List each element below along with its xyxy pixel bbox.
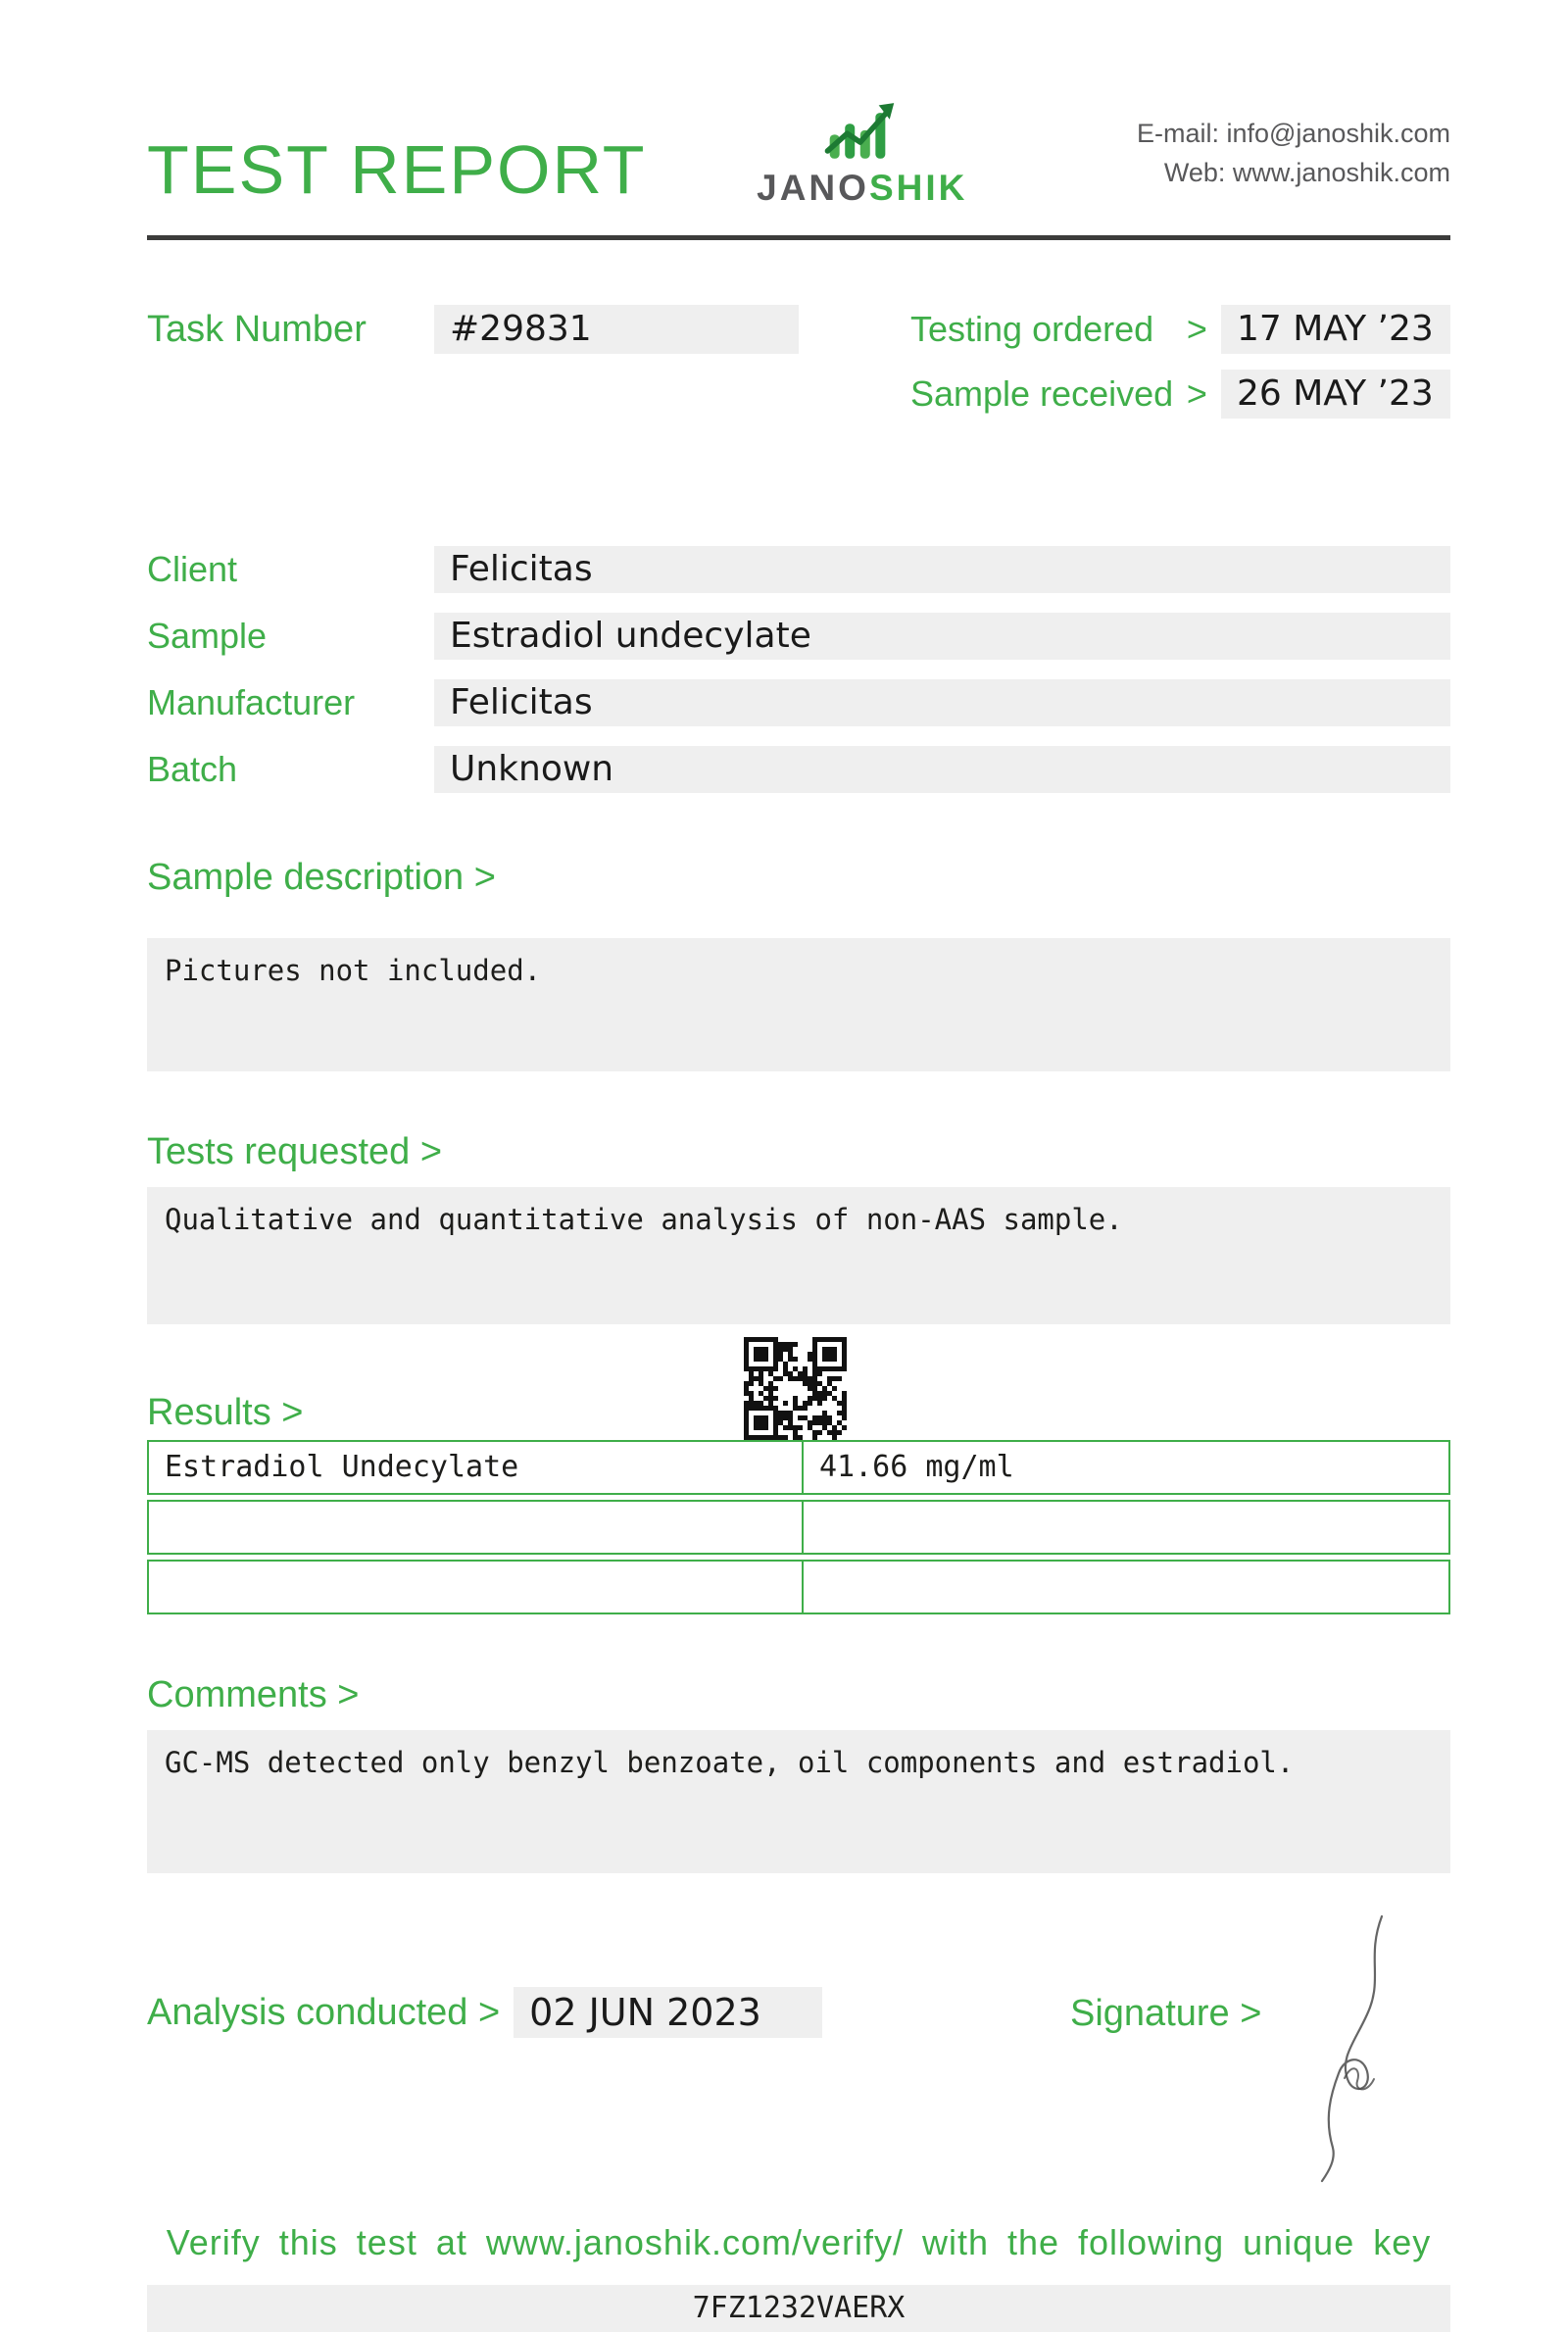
sample-received-value: 26 MAY ’23 xyxy=(1221,370,1450,419)
testing-ordered-value: 17 MAY ’23 xyxy=(1221,305,1450,354)
arrow-icon: > xyxy=(1186,373,1207,414)
results-table xyxy=(147,1440,1450,1614)
email-text: E-mail: info@janoshik.com xyxy=(1136,119,1450,148)
task-number-label: Task Number xyxy=(147,308,367,350)
result-value: 41.66 mg/ml xyxy=(819,1450,1014,1484)
batch-value: Unknown xyxy=(434,746,1450,793)
contact-info xyxy=(1137,114,1450,192)
qr-code xyxy=(744,1337,847,1440)
signature-image xyxy=(1296,1910,1423,2195)
analysis-conducted-value: 02 JUN 2023 xyxy=(514,1987,822,2038)
detail-row-client xyxy=(147,546,1450,593)
tests-requested-heading: Tests requested > xyxy=(147,1131,443,1172)
table-row xyxy=(147,1440,1450,1495)
janoshik-logo xyxy=(757,102,967,206)
arrow-icon: > xyxy=(1186,309,1207,349)
sample-received-row xyxy=(910,370,1450,419)
task-number-value: #29831 xyxy=(434,305,799,354)
tests-requested-box: Qualitative and quantitative analysis of non-AAS sample. xyxy=(147,1187,1450,1324)
analysis-conducted-row xyxy=(147,1987,822,2038)
verify-text: Verify this test at www.janoshik.com/verify/ with the following unique key xyxy=(166,2222,1432,2262)
client-label: Client xyxy=(147,549,238,589)
detail-row-manufacturer xyxy=(147,679,1450,726)
sample-description-heading: Sample description > xyxy=(147,857,496,898)
result-name xyxy=(149,1562,804,1613)
details-section xyxy=(147,546,1450,793)
testing-ordered-row xyxy=(910,305,1450,354)
table-row xyxy=(147,1560,1450,1614)
header xyxy=(147,90,1450,206)
results-heading: Results > xyxy=(147,1392,304,1433)
manufacturer-value: Felicitas xyxy=(434,679,1450,726)
footer-section xyxy=(147,1873,1450,2222)
result-name xyxy=(149,1502,804,1553)
signature-label: Signature > xyxy=(1070,1993,1262,2034)
header-divider xyxy=(147,235,1450,240)
logo-chart-icon xyxy=(824,102,901,166)
sample-label: Sample xyxy=(147,616,268,656)
testing-ordered-label: Testing ordered xyxy=(910,309,1154,349)
result-name: Estradiol Undecylate xyxy=(149,1442,804,1493)
batch-label: Batch xyxy=(147,749,238,789)
detail-row-batch xyxy=(147,746,1450,793)
client-value: Felicitas xyxy=(434,546,1450,593)
dates-column xyxy=(910,305,1450,434)
manufacturer-label: Manufacturer xyxy=(147,682,356,722)
comments-box: GC-MS detected only benzyl benzoate, oil components and estradiol. xyxy=(147,1730,1450,1873)
verify-key: 7FZ1232VAERX xyxy=(147,2285,1450,2332)
table-row xyxy=(147,1500,1450,1555)
sample-value: Estradiol undecylate xyxy=(434,613,1450,660)
detail-row-sample xyxy=(147,613,1450,660)
task-section xyxy=(147,305,1450,434)
results-header xyxy=(147,1330,1450,1440)
sample-received-label: Sample received xyxy=(910,373,1174,414)
web-text: Web: www.janoshik.com xyxy=(1163,158,1450,187)
logo-wordmark xyxy=(757,170,967,206)
comments-heading: Comments > xyxy=(147,1674,360,1715)
result-value xyxy=(804,1502,1448,1553)
logo-jano: JANO xyxy=(757,168,869,208)
sample-description-box: Pictures not included. xyxy=(147,938,1450,1071)
logo-shik: SHIK xyxy=(868,168,968,208)
page-title: TEST REPORT xyxy=(147,131,647,208)
task-number-row xyxy=(147,305,799,354)
result-value xyxy=(804,1562,1448,1613)
analysis-conducted-label: Analysis conducted > xyxy=(147,1991,501,2033)
